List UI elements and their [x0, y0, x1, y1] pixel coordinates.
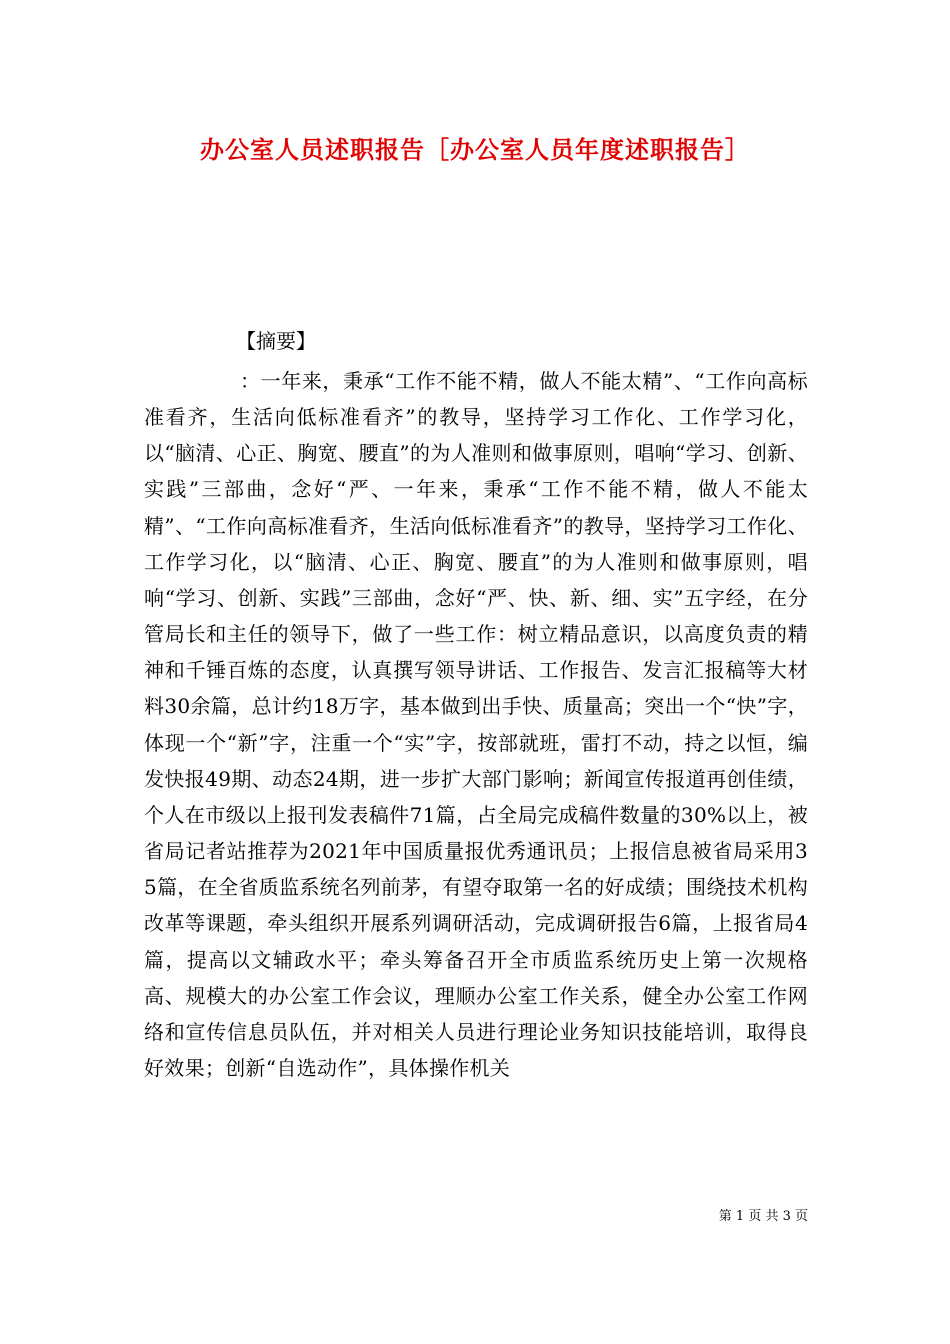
body-paragraph: ：一年来，秉承“工作不能不精，做人不能太精”、“工作向高标准看齐，生活向低标准看齐”的教导，坚持学习工作化、工作学习化，以“脑清、心正、胸宽、腰直”的为人准则和做事原则，唱响“学习、创新、实践”三部曲，念好“严、一年来，秉承“工作不能不精，做人不能太精”、“工作向高标准看齐，生活向低标准看齐”的教导，坚持学习工作化、工作学习化，以“脑清、心正、胸宽、腰直”的为人准则和做事原则，唱响“学习、创新、实践”三部曲，念好“严、快、新、细、实”五字经，在分管局长和主任的领导下，做了一些工作：树立精品意识，以高度负责的精神和千锤百炼的态度，认真撰写领导讲话、工作报告、发言汇报稿等大材料30余篇，总计约18万字，基本做到出手快、质量高；突出一个“快”字，体现一个“新”字，注重一个“实”字，按部就班，雷打不动，持之以恒，编发快报49期、动态24期，进一步扩大部门影响；新闻宣传报道再创佳绩，个人在市级以上报刊发表稿件71篇，占全局完成稿件数量的30%以上，被省局记者站推荐为2021年中国质量报优秀通讯员；上报信息被省局采用35篇，在全省质监系统名列前茅，有望夺取第一名的好成绩；围绕技术机构改革等课题，牵头组织开展系列调研活动，完成调研报告6篇，上报省局4篇，提高以文辅政水平；牵头筹备召开全市质监系统历史上第一次规格高、规模大的办公室工作会议，理顺办公室工作关系，健全办公室工作网络和宣传信息员队伍，并对相关人员进行理论业务知识技能培训，取得良好效果；创新“自选动作”，具体操作机关: [144, 369, 808, 1080]
document-title: 办公室人员述职报告［办公室人员年度述职报告］: [200, 135, 750, 164]
abstract-label: 【摘要】: [236, 329, 316, 353]
page-number-footer: 第 1 页 共 3 页: [718, 1209, 808, 1224]
